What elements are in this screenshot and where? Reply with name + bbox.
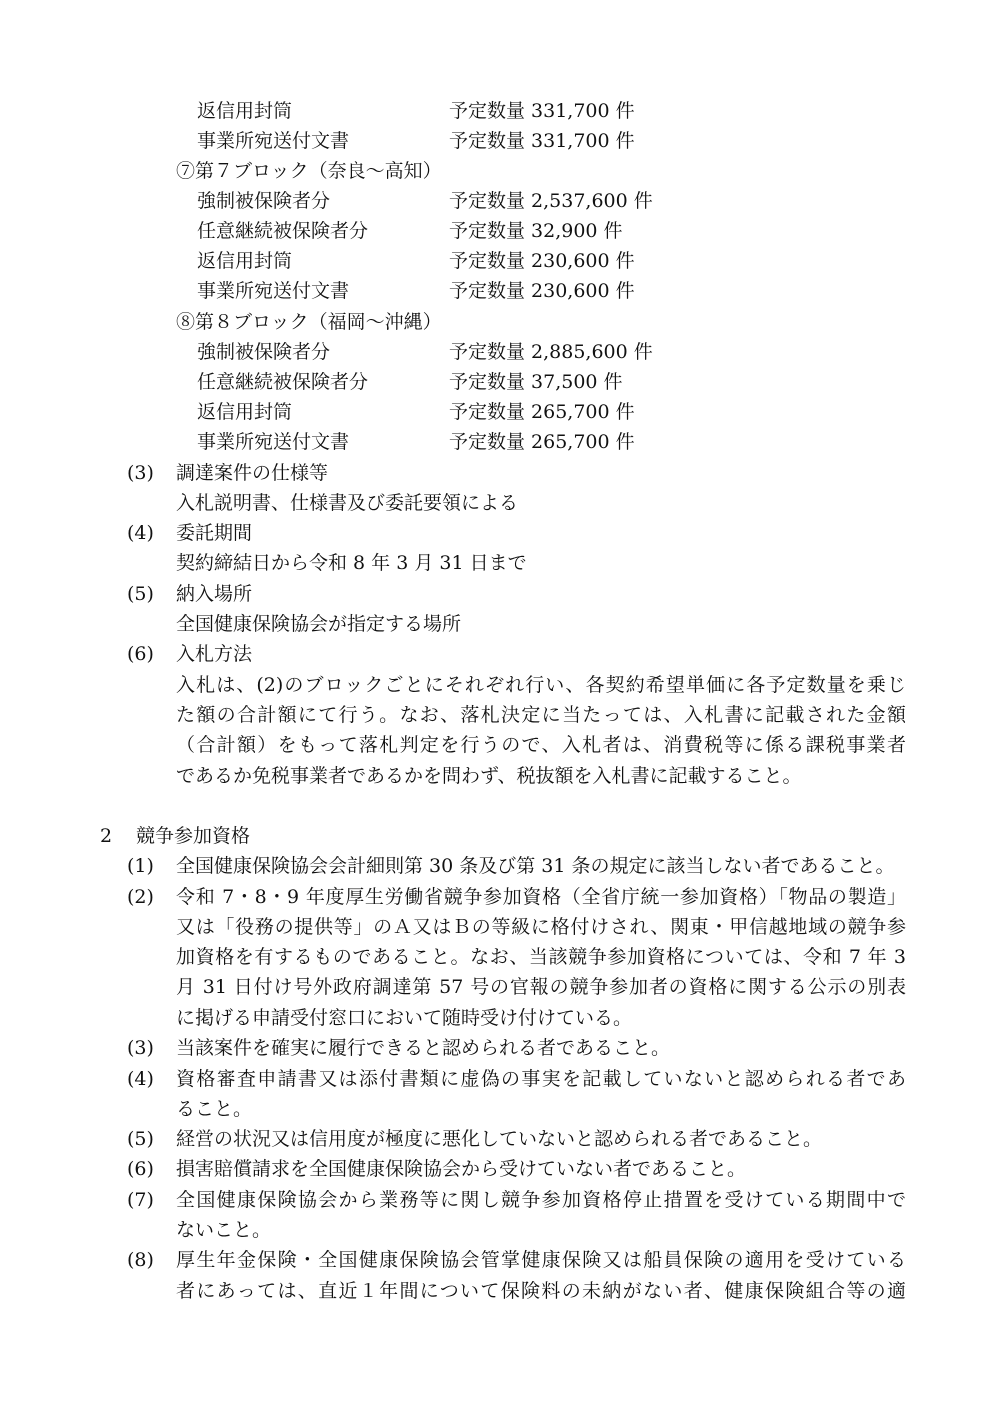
paragraph-line: 加資格を有するものであること。なお、当該競争参加資格については、令和 7 年 3 xyxy=(176,946,906,968)
section-2-heading xyxy=(0,821,1000,851)
qty-item: 任意継続被保険者分 xyxy=(197,371,369,393)
qty-value: 予定数量 2,885,600 件 xyxy=(449,341,653,363)
paragraph-line: 厚生年金保険・全国健康保険協会管掌健康保険又は船員保険の適用を受けている xyxy=(176,1249,906,1271)
section-title: 競争参加資格 xyxy=(136,825,251,847)
item-number: (3) xyxy=(127,462,154,484)
qty-value: 予定数量 331,700 件 xyxy=(449,100,635,122)
qty-row xyxy=(197,397,657,427)
paragraph-line: 又は「役務の提供等」のＡ又はＢの等級に格付けされ、関東・甲信越地域の競争参 xyxy=(176,916,906,938)
qty-value: 予定数量 265,700 件 xyxy=(449,431,635,453)
item-6-heading-row xyxy=(0,639,1000,669)
item-number: (6) xyxy=(127,643,154,665)
item-heading: 入札方法 xyxy=(176,643,253,665)
qty-value: 予定数量 32,900 件 xyxy=(449,220,623,242)
paragraph-line: （合計額）をもって落札判定を行うので、入札者は、消費税等に係る課税事業者 xyxy=(176,734,906,756)
qty-value: 予定数量 37,500 件 xyxy=(449,371,623,393)
qty-row xyxy=(197,367,657,397)
item-number: (2) xyxy=(127,886,154,908)
qty-item: 返信用封筒 xyxy=(197,100,293,122)
paragraph-line: ること。 xyxy=(176,1098,253,1120)
qty-item: 事業所宛送付文書 xyxy=(197,280,350,302)
item-number: (7) xyxy=(127,1189,154,1211)
qty-row xyxy=(197,186,657,216)
paragraph-line: 損害賠償請求を全国健康保険協会から受けていない者であること。 xyxy=(176,1158,747,1180)
item-4-body: 契約締結日から令和 8 年 3 月 31 日まで xyxy=(176,552,527,574)
item-number: (3) xyxy=(127,1037,154,1059)
item-number: (5) xyxy=(127,1128,154,1150)
qty-row xyxy=(197,427,657,457)
qty-value: 予定数量 331,700 件 xyxy=(449,130,635,152)
qty-value: 予定数量 230,600 件 xyxy=(449,250,635,272)
qty-row xyxy=(197,337,657,367)
item-3-body: 入札説明書、仕様書及び委託要領による xyxy=(176,492,519,514)
paragraph-line: であるか免税事業者であるかを問わず、税抜額を入札書に記載すること。 xyxy=(176,765,802,787)
item-number: (6) xyxy=(127,1158,154,1180)
item-number: (4) xyxy=(127,522,154,544)
qty-item: 事業所宛送付文書 xyxy=(197,130,350,152)
qty-item: 返信用封筒 xyxy=(197,401,293,423)
qty-row xyxy=(197,126,657,156)
item-5-heading-row xyxy=(0,579,1000,609)
qty-row xyxy=(197,276,657,306)
paragraph-line: 者にあっては、直近１年間について保険料の未納がない者、健康保険組合等の適 xyxy=(176,1280,906,1302)
qty-item: 事業所宛送付文書 xyxy=(197,431,350,453)
qty-value: 予定数量 2,537,600 件 xyxy=(449,190,653,212)
qty-row xyxy=(197,216,657,246)
item-3-heading-row xyxy=(0,458,1000,488)
qty-row xyxy=(197,96,657,126)
item-number: (5) xyxy=(127,583,154,605)
qty-row xyxy=(197,246,657,276)
paragraph-line: 当該案件を確実に履行できると認められる者であること。 xyxy=(176,1037,671,1059)
block-8-title: ⑧第８ブロック（福岡～沖縄） xyxy=(176,311,442,333)
section-number: 2 xyxy=(100,825,113,847)
item-4-heading-row xyxy=(0,518,1000,548)
qty-item: 強制被保険者分 xyxy=(197,341,331,363)
item-heading: 納入場所 xyxy=(176,583,253,605)
paragraph-line: た額の合計額にて行う。なお、落札決定に当たっては、入札書に記載された金額 xyxy=(176,704,906,726)
paragraph-line: 入札は、(2)のブロックごとにそれぞれ行い、各契約希望単価に各予定数量を乗じ xyxy=(176,674,906,696)
paragraph-line: に掲げる申請受付窓口において随時受け付けている。 xyxy=(176,1007,633,1029)
paragraph-line: 月 31 日付け号外政府調達第 57 号の官報の競争参加者の資格に関する公示の別表 xyxy=(176,976,906,998)
paragraph-line: 資格審査申請書又は添付書類に虚偽の事実を記載していないと認められる者であ xyxy=(176,1068,906,1090)
item-heading: 調達案件の仕様等 xyxy=(176,462,329,484)
item-number: (4) xyxy=(127,1068,154,1090)
paragraph-line: 全国健康保険協会から業務等に関し競争参加資格停止措置を受けている期間中で xyxy=(176,1189,906,1211)
qty-item: 返信用封筒 xyxy=(197,250,293,272)
paragraph-line: 令和 7・8・9 年度厚生労働省競争参加資格（全省庁統一参加資格）「物品の製造」 xyxy=(176,886,906,908)
qty-item: 任意継続被保険者分 xyxy=(197,220,369,242)
item-number: (1) xyxy=(127,855,154,877)
item-heading: 委託期間 xyxy=(176,522,253,544)
paragraph-line: 全国健康保険協会会計細則第 30 条及び第 31 条の規定に該当しない者であること。 xyxy=(176,855,895,877)
item-number: (8) xyxy=(127,1249,154,1271)
paragraph-line: 経営の状況又は信用度が極度に悪化していないと認められる者であること。 xyxy=(176,1128,823,1150)
qty-value: 予定数量 265,700 件 xyxy=(449,401,635,423)
paragraph-line: ないこと。 xyxy=(176,1219,272,1241)
qty-value: 予定数量 230,600 件 xyxy=(449,280,635,302)
block-7-title: ⑦第７ブロック（奈良～高知） xyxy=(176,160,442,182)
item-5-body: 全国健康保険協会が指定する場所 xyxy=(176,613,462,635)
qty-item: 強制被保険者分 xyxy=(197,190,331,212)
